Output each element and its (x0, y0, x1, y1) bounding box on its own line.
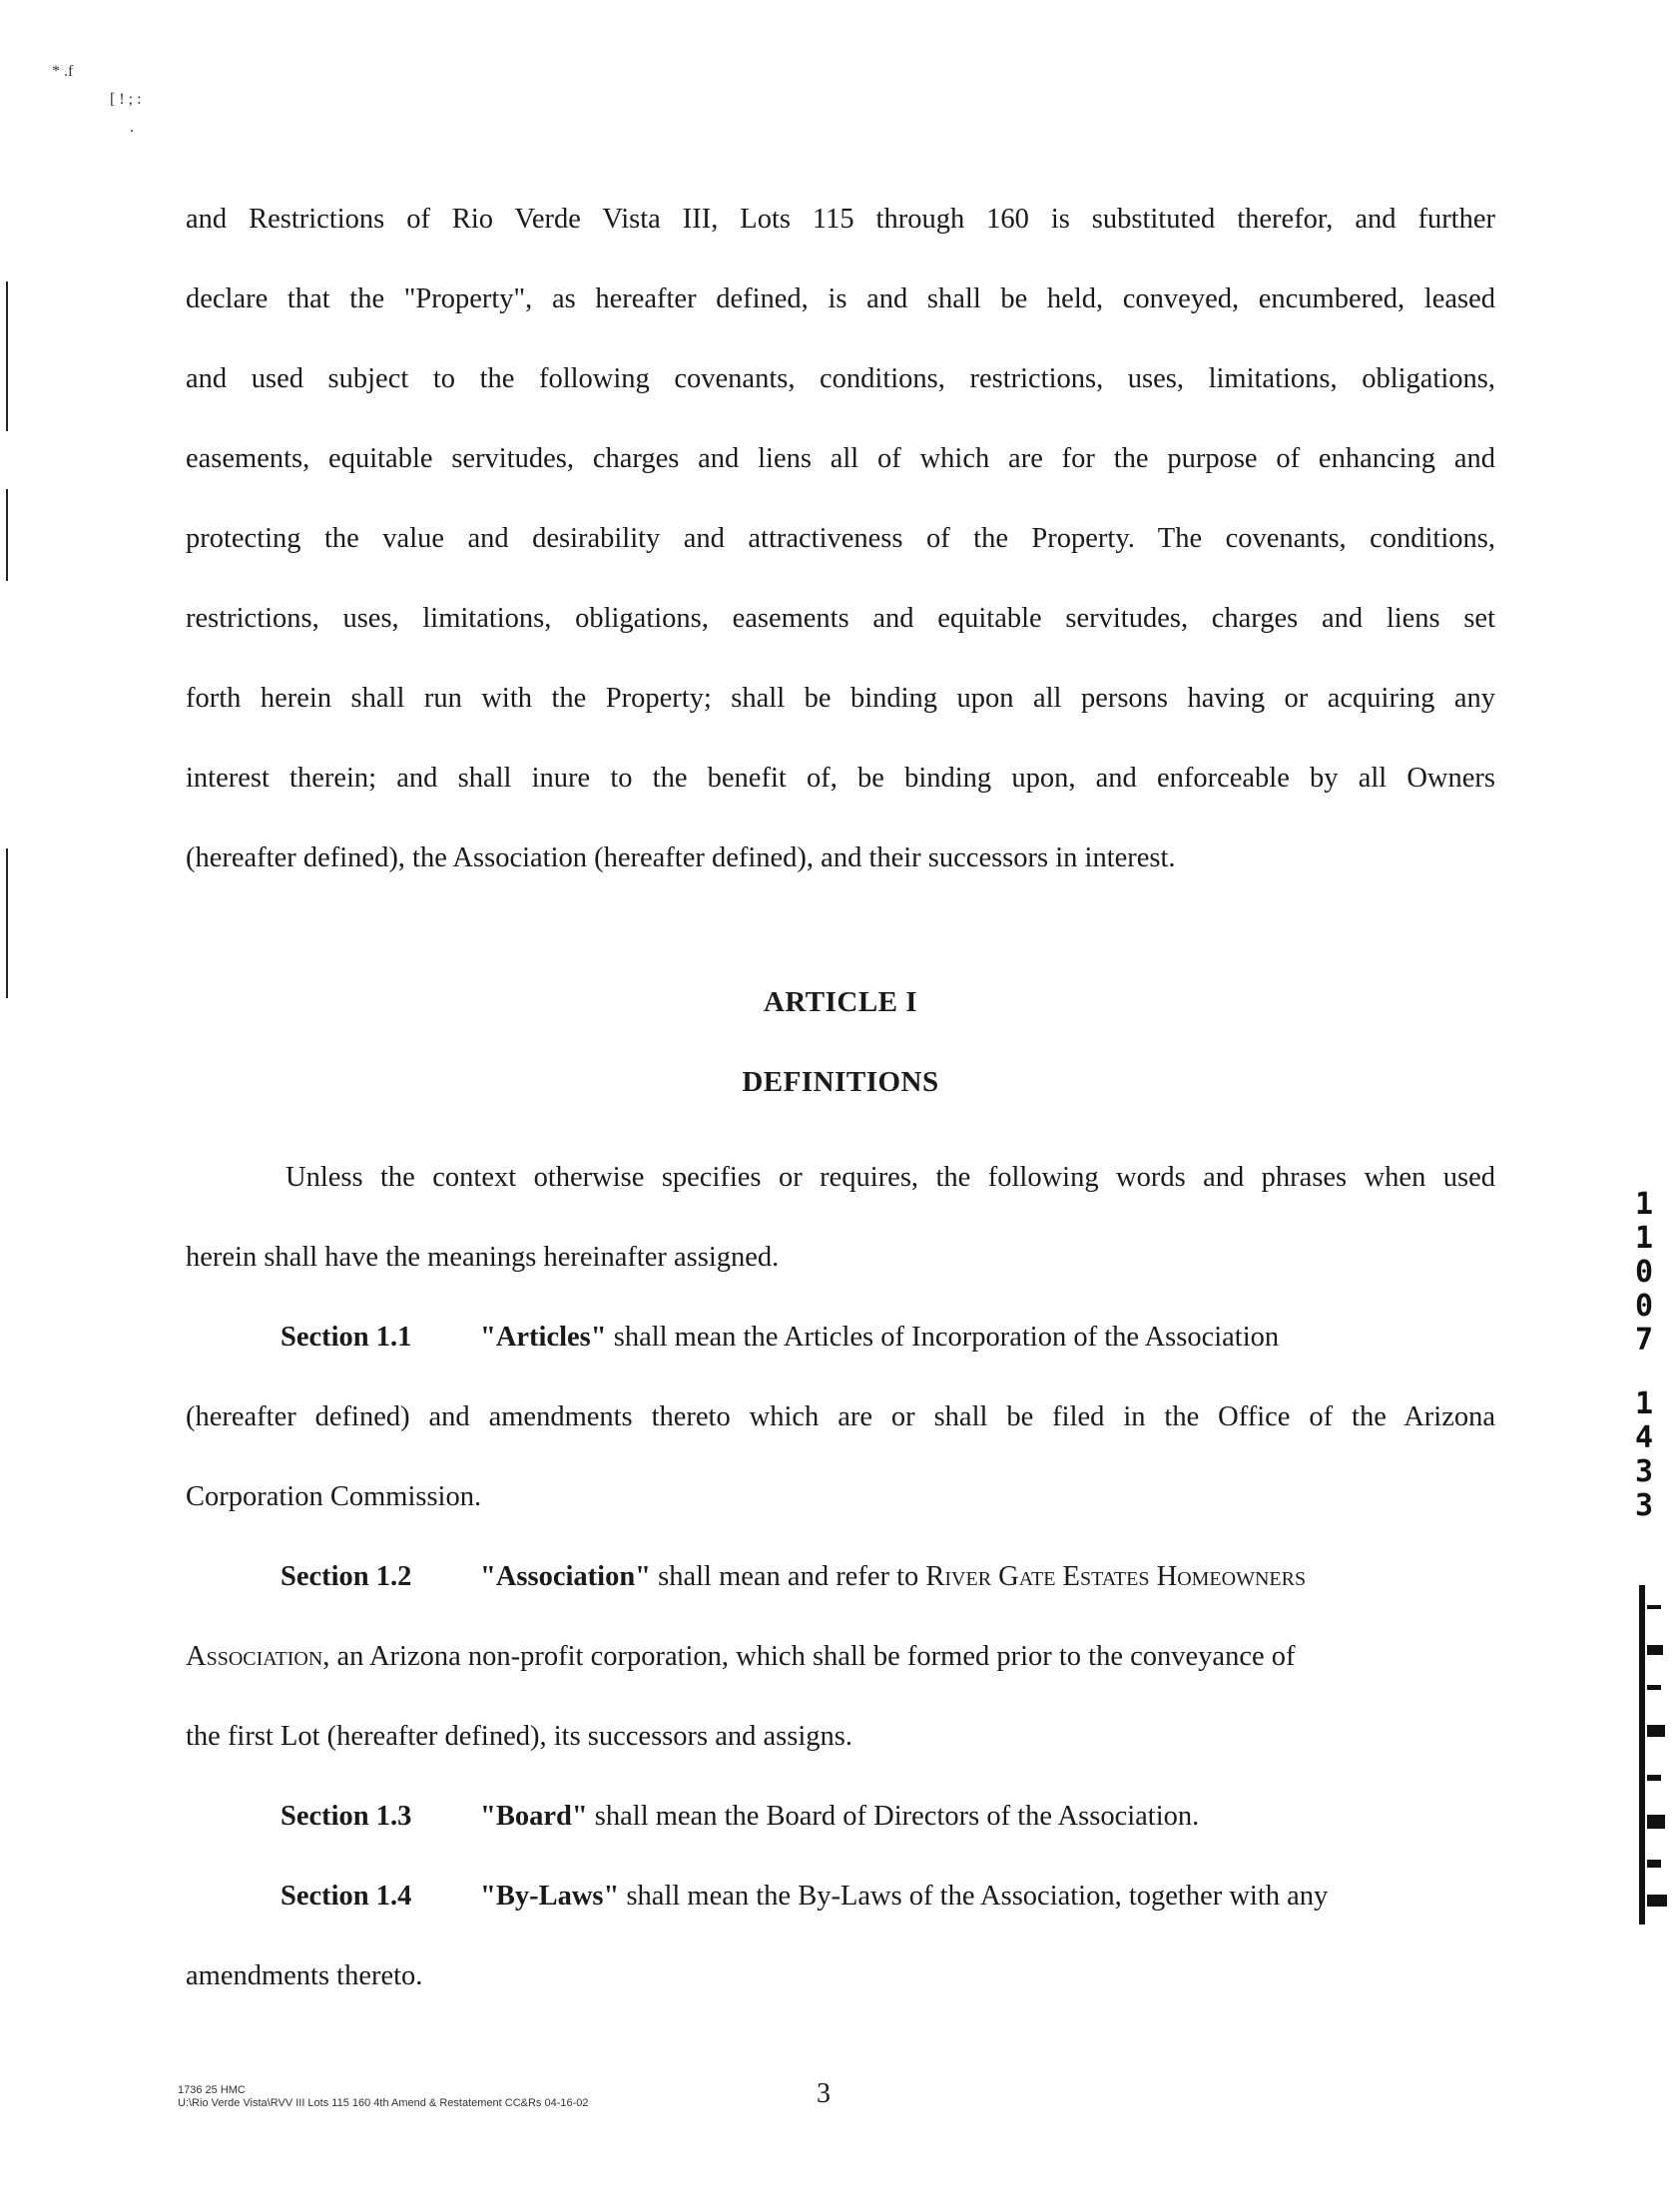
intro-line: and used subject to the following covenants, conditions, restrictions, uses, limitations, obligations, (186, 363, 1495, 394)
section-term: "By-Laws" (480, 1881, 620, 1912)
section-text-line (186, 1617, 1495, 1697)
recording-number-stamp (1627, 1188, 1661, 1523)
recording-digit: 7 (1634, 1323, 1654, 1358)
section-1-3 (186, 1777, 1495, 1857)
intro-paragraph (186, 180, 1495, 898)
association-name-cont: Association (186, 1641, 323, 1672)
section-1-4 (186, 1857, 1495, 1936)
recording-digit: 1 (1634, 1221, 1654, 1256)
section-1-2 (186, 1537, 1495, 1617)
stamp-bar (1647, 1860, 1661, 1868)
footer-line: U:\Rio Verde Vista\RVV III Lots 115 160 4th Amend & Restatement CC&Rs 04-16-02 (178, 2097, 589, 2109)
definitions-intro-line: Unless the context otherwise specifies or requires, the following words and phrases when used (285, 1162, 1495, 1193)
recording-digit: 0 (1634, 1289, 1654, 1324)
intro-line: restrictions, uses, limitations, obligations, easements and equitable servitudes, charges and liens set (186, 603, 1495, 634)
section-text-line: Corporation Commission. (186, 1481, 482, 1512)
recording-digit: 3 (1634, 1454, 1654, 1489)
recording-stamp-mark (1633, 1585, 1673, 1924)
section-text-line: (hereafter defined) and amendments thereto which are or shall be filed in the Office of the Arizona (186, 1401, 1495, 1432)
stamp-bar (1647, 1775, 1661, 1781)
section-number: Section 1.4 (280, 1881, 412, 1912)
intro-line: (hereafter defined), the Association (hereafter defined), and their successors in interest. (186, 842, 1176, 873)
recording-digit: 4 (1634, 1420, 1654, 1455)
stamp-bar (1647, 1605, 1661, 1609)
corner-scan-marks (52, 58, 142, 142)
definitions-intro-line: herein shall have the meanings hereinafter assigned. (186, 1242, 780, 1273)
section-text: , an Arizona non-profit corporation, which shall be formed prior to the conveyance of (322, 1641, 1296, 1672)
recording-digit: 0 (1634, 1255, 1654, 1290)
section-term: "Association" (480, 1561, 651, 1592)
stamp-bar (1647, 1895, 1667, 1907)
stamp-bar (1639, 1585, 1645, 1924)
section-text-line: the first Lot (hereafter defined), its successors and assigns. (186, 1721, 852, 1752)
stamp-bar (1647, 1725, 1665, 1737)
margin-revision-bar (6, 848, 8, 998)
corner-mark: . (130, 119, 134, 136)
section-number: Section 1.1 (280, 1322, 412, 1353)
page-number: 3 (817, 2078, 831, 2109)
intro-line: declare that the "Property", as hereafter defined, is and shall be held, conveyed, encumbered, leased (186, 283, 1495, 314)
section-text: shall mean the Articles of Incorporation of the Association (606, 1322, 1280, 1353)
section-1-1 (186, 1298, 1495, 1377)
recording-digit: 1 (1634, 1187, 1654, 1222)
margin-revision-bar (6, 489, 8, 581)
article-number: ARTICLE I (763, 986, 918, 1018)
section-term: "Board" (480, 1801, 588, 1832)
article-title: DEFINITIONS (742, 1066, 939, 1098)
footer-line: 1736 25 HMC (178, 2084, 246, 2096)
stamp-bar (1647, 1685, 1661, 1690)
recording-digit: 1 (1634, 1386, 1654, 1421)
stamp-bar (1647, 1645, 1663, 1655)
association-name: River Gate Estates Homeowners (925, 1561, 1307, 1592)
intro-line: interest therein; and shall inure to the benefit of, be binding upon, and enforceable by all Owners (186, 763, 1495, 794)
intro-line: easements, equitable servitudes, charges and liens all of which are for the purpose of enhancing and (186, 443, 1495, 474)
corner-mark: * .f (52, 63, 74, 80)
footer-file-reference (178, 2084, 589, 2110)
margin-revision-bar (6, 281, 8, 431)
section-text: shall mean the By-Laws of the Association, together with any (619, 1881, 1329, 1912)
definitions-body (186, 1138, 1495, 2016)
corner-mark: [ ! ; : (110, 91, 142, 108)
recording-digit: 3 (1634, 1488, 1654, 1523)
section-text: shall mean and refer to (651, 1561, 926, 1592)
section-term: "Articles" (480, 1322, 607, 1353)
section-text: shall mean the Board of Directors of the Association. (587, 1801, 1200, 1832)
section-text-line: amendments thereto. (186, 1960, 423, 1991)
intro-line: and Restrictions of Rio Verde Vista III, Lots 115 through 160 is substituted therefor, and further (186, 204, 1495, 235)
intro-line: protecting the value and desirability and attractiveness of the Property. The covenants, conditions, (186, 523, 1495, 554)
section-number: Section 1.2 (280, 1561, 412, 1592)
intro-line: forth herein shall run with the Property; shall be binding upon all persons having or acquiring any (186, 683, 1495, 714)
section-number: Section 1.3 (280, 1801, 412, 1832)
stamp-bar (1647, 1815, 1665, 1829)
